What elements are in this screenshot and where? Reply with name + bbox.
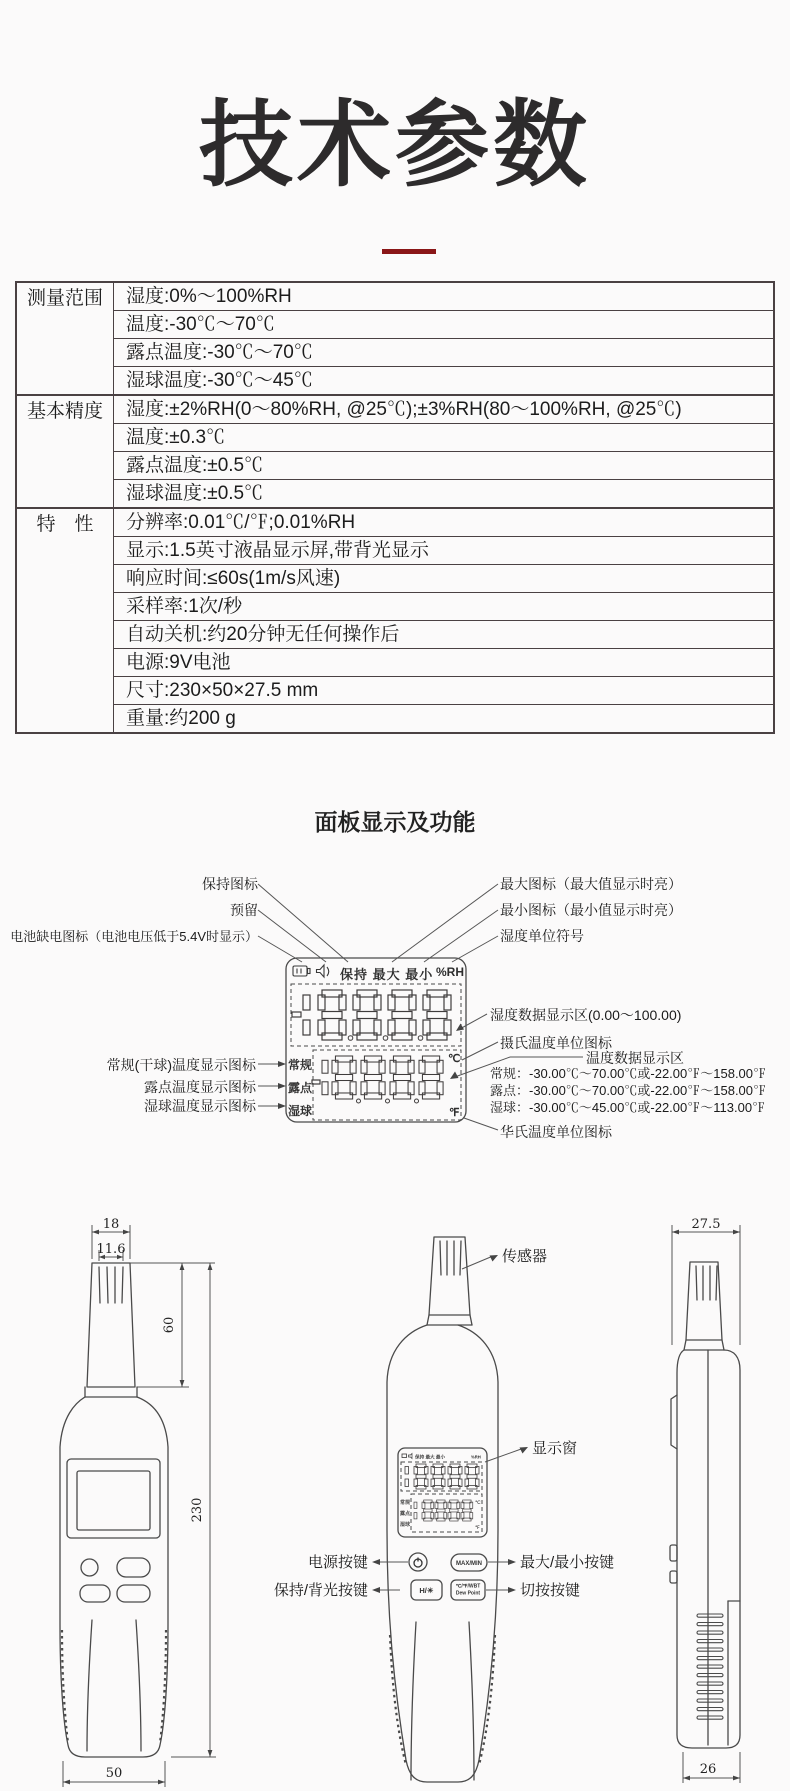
mini-lcd-top-labels: 保持 最大 最小 xyxy=(415,1454,446,1460)
spec-row: 湿度:±2%RH(0～80%RH, @25℃);±3%RH(80～100%RH, @25℃) xyxy=(114,395,775,424)
panel-section-title: 面板显示及功能 xyxy=(314,809,476,835)
lcd-row-dew: 露点 xyxy=(288,1081,313,1095)
mini-lcd-unit-c: ℃ xyxy=(475,1500,481,1506)
dim-11-6: 11.6 xyxy=(96,1242,126,1257)
spec-group-label: 特 性 xyxy=(16,508,114,733)
callout-lines xyxy=(376,1256,524,1590)
spec-row: 采样率:1次/秒 xyxy=(114,593,775,621)
lcd-top-labels: 保持 最大 最小 xyxy=(340,967,434,982)
power-button-label: 电源按键 xyxy=(307,1554,368,1571)
mini-lcd-row-normal: 常规 xyxy=(400,1500,411,1506)
spec-row: 电源:9V电池 xyxy=(114,649,775,677)
lcd-row-normal: 常规 xyxy=(288,1058,313,1072)
callout-temp-area: 温度数据显示区 xyxy=(586,1050,684,1066)
front-view-callout-drawing xyxy=(230,1230,650,1791)
callout-wet-icon: 湿球温度显示图标 xyxy=(144,1098,256,1114)
callout-battery-low: 电池缺电图标（电池电压低于5.4V时显示） xyxy=(10,929,258,944)
spec-row: 温度:±0.3℃ xyxy=(114,424,775,452)
spec-row: 显示:1.5英寸液晶显示屏,带背光显示 xyxy=(114,537,775,565)
hold-backlight-button-label: 保持/背光按键 xyxy=(273,1582,368,1599)
spec-row: 湿球温度:-30℃～45℃ xyxy=(114,367,775,396)
callout-min-icon: 最小图标（最小值显示时亮） xyxy=(500,902,682,918)
front-view-dimension-drawing xyxy=(35,1195,260,1791)
spec-row: 露点温度:-30℃～70℃ xyxy=(114,339,775,367)
dimension-arrowheads xyxy=(672,1230,740,1781)
spec-row: 响应时间:≤60s(1m/s风速) xyxy=(114,565,775,593)
device-outline xyxy=(670,1262,740,1748)
power-icon xyxy=(414,1558,422,1568)
lcd-unit-fahrenheit: ℉ xyxy=(449,1107,460,1119)
humidity-display-area xyxy=(291,984,461,1046)
spec-row: 自动关机:约20分钟无任何操作后 xyxy=(114,621,775,649)
humidity-digits xyxy=(292,990,451,1040)
speaker-icon xyxy=(317,965,329,977)
title-divider xyxy=(382,249,436,254)
device-outline xyxy=(60,1263,168,1757)
temp-range-dew: 露点：-30.00℃～70.00℃或-22.00℉～158.00℉ xyxy=(490,1083,767,1098)
spec-row: 湿度:0%～100%RH xyxy=(114,282,775,311)
spec-row: 重量:约200 g xyxy=(114,705,775,734)
dim-26: 26 xyxy=(699,1762,717,1777)
spec-row: 露点温度:±0.5℃ xyxy=(114,452,775,480)
temp-range-normal: 常规：-30.00℃～70.00℃或-22.00℉～158.00℉ xyxy=(490,1066,767,1081)
spec-row: 温度:-30℃～70℃ xyxy=(114,311,775,339)
callout-hold-icon: 保持图标 xyxy=(202,876,258,892)
mini-lcd-unit-f: ℉ xyxy=(475,1525,480,1531)
mini-lcd-row-dew: 露点 xyxy=(400,1511,411,1517)
display-window-label: 显示窗 xyxy=(532,1440,578,1457)
maxmin-button-label: 最大/最小按键 xyxy=(520,1554,615,1571)
sensor-label: 传感器 xyxy=(502,1248,548,1265)
callout-max-icon: 最大图标（最大值显示时亮） xyxy=(500,876,682,892)
maxmin-button-text: MAX/MIN xyxy=(456,1561,482,1567)
temp-range-wet: 湿球：-30.00℃～45.00℃或-22.00℉～113.00℉ xyxy=(490,1100,766,1115)
switch-button-text-2: Dew Point xyxy=(455,1590,481,1597)
lcd-panel-diagram xyxy=(0,840,790,1150)
spec-row: 尺寸:230×50×27.5 mm xyxy=(114,677,775,705)
dim-50: 50 xyxy=(105,1766,123,1781)
side-view-drawing xyxy=(600,1195,775,1791)
mini-lcd xyxy=(400,1454,482,1533)
callout-arrowheads xyxy=(372,1255,528,1593)
dim-18: 18 xyxy=(102,1217,120,1232)
mini-lcd-rh: %RH xyxy=(471,1454,481,1460)
dim-60: 60 xyxy=(162,1316,177,1334)
switch-button-text-1: ℃/℉/WBT xyxy=(455,1583,481,1590)
callout-reserved: 预留 xyxy=(230,902,258,918)
vent-ribs xyxy=(697,1614,723,1719)
device-outline xyxy=(387,1237,498,1782)
spec-table xyxy=(15,281,775,734)
temperature-digits xyxy=(312,1056,443,1103)
dim-27-5: 27.5 xyxy=(691,1217,721,1232)
callout-dew-icon: 露点温度显示图标 xyxy=(144,1079,256,1095)
callout-humidity-unit: 湿度单位符号 xyxy=(500,928,584,944)
callout-normal-icon: 常规(干球)温度显示图标 xyxy=(106,1057,256,1073)
callout-fahrenheit-icon: 华氏温度单位图标 xyxy=(500,1124,612,1140)
callout-humidity-area: 湿度数据显示区(0.00～100.00) xyxy=(490,1007,682,1023)
page-title: 技术参数 xyxy=(198,92,591,197)
battery-low-icon xyxy=(293,966,310,976)
callout-celsius-icon: 摄氏温度单位图标 xyxy=(500,1035,612,1051)
spec-group-label: 测量范围 xyxy=(16,282,114,395)
lcd-row-wet: 湿球 xyxy=(288,1104,313,1118)
spec-row: 分辨率:0.01℃/℉;0.01%RH xyxy=(114,508,775,537)
switch-button-label: 切按按键 xyxy=(520,1582,581,1599)
mini-lcd-row-wet: 湿球 xyxy=(400,1522,411,1528)
lcd-rh-unit: %RH xyxy=(436,965,465,979)
spec-row: 湿球温度:±0.5℃ xyxy=(114,480,775,509)
spec-group-label: 基本精度 xyxy=(16,395,114,508)
dim-230: 230 xyxy=(190,1497,205,1523)
hold-backlight-button-text: H/☀ xyxy=(419,1586,434,1595)
lcd-unit-celsius: ℃ xyxy=(448,1053,461,1065)
